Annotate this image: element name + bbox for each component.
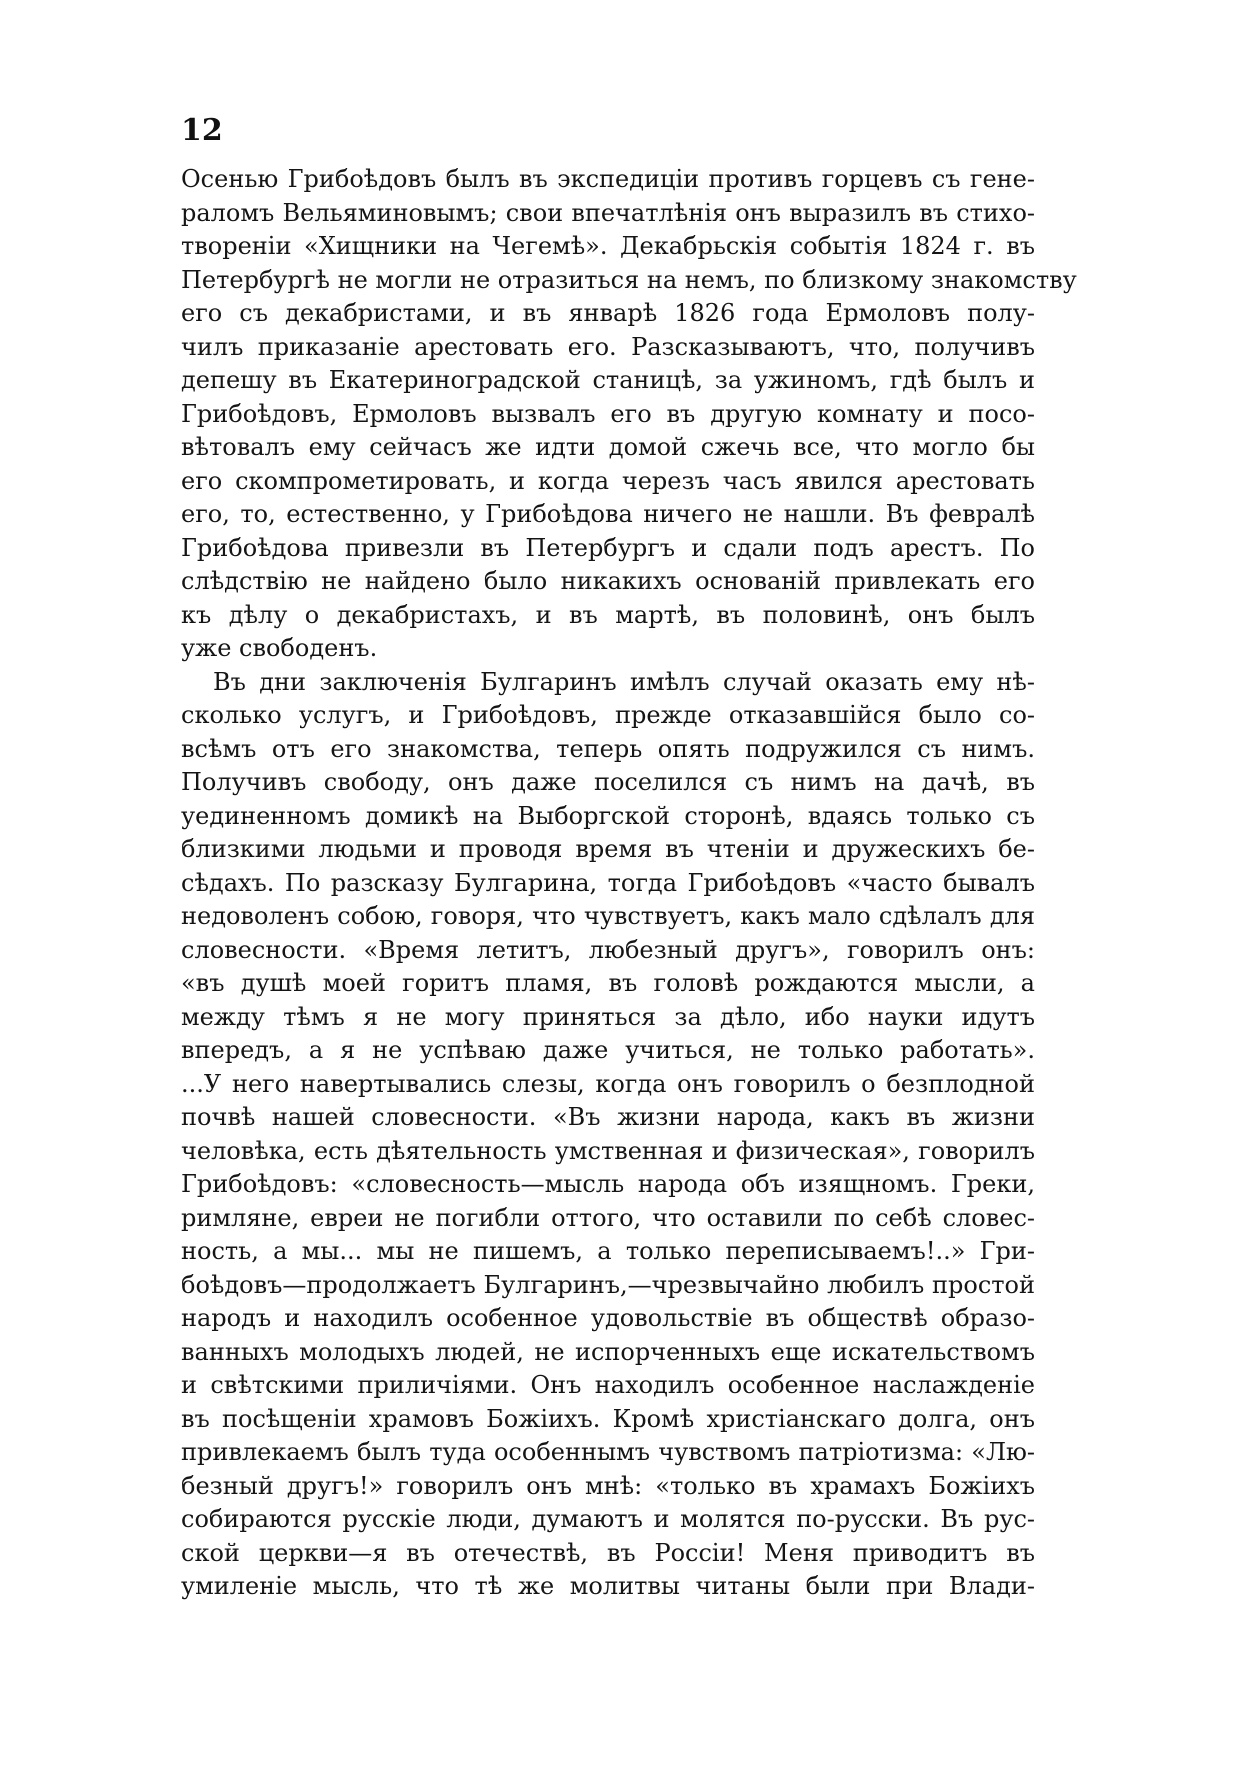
text-line: Грибоѣдова привезли въ Петербургъ и сдали подъ арестъ. По [181,533,1035,562]
text-line: Петербургѣ не могли не отразиться на немъ, по близкому знакомству [181,265,1077,294]
text-line: всѣмъ отъ его знакомства, теперь опять подружился съ нимъ. [181,734,1035,763]
text-line: привлекаемъ былъ туда особеннымъ чувствомъ патрiотизма: «Лю- [181,1438,1035,1466]
text-line: ...У него навертывались слезы, когда онъ говорилъ о безплодной [181,1069,1035,1098]
text-line: депешу въ Екатериноградской станицѣ, за ужиномъ, гдѣ былъ и [181,366,1035,394]
text-line: Осенью Грибоѣдовъ былъ въ экспедицiи противъ горцевъ съ гене- [181,165,1035,193]
text-line: уже свободенъ. [181,634,378,662]
text-line: Грибоѣдовъ, Ермоловъ вызвалъ его въ другую комнату и посо- [181,399,1035,428]
text-line: Получивъ свободу, онъ даже поселился съ нимъ на дачѣ, въ [181,768,1035,796]
text-line: Грибоѣдовъ: «словесность—мысль народа объ изящномъ. Греки, [181,1170,1035,1198]
text-line: сколько услугъ, и Грибоѣдовъ, прежде отказавшiйся было со- [181,701,1035,729]
text-line: уединенномъ домикѣ на Выборгской сторонѣ, вдаясь только съ [181,801,1035,830]
text-line: «въ душѣ моей горитъ пламя, въ головѣ рождаются мысли, а [181,969,1035,997]
text-line: вѣтовалъ ему сейчасъ же идти домой сжечь все, что могло бы [181,433,1035,461]
text-line: Въ дни заключенiя Булгаринъ имѣлъ случай оказать ему нѣ- [213,667,1035,696]
text-line: ванныхъ молодыхъ людей, не испорченныхъ еще искательствомъ [181,1337,1035,1366]
page-number: 12 [181,113,223,148]
paragraph-2 [181,666,1035,1604]
text-line: боѣдовъ—продолжаетъ Булгаринъ,—чрезвычайно любилъ простой [181,1270,1035,1299]
text-line: безный другъ!» говорилъ онъ мнѣ: «только въ храмахъ Божiихъ [181,1471,1035,1500]
text-line: умиленiе мысль, что тѣ же молитвы читаны были при Влади- [181,1572,1035,1600]
text-line: близкими людьми и проводя время въ чтенiи и дружескихъ бе- [181,835,1035,863]
text-line: впередъ, а я не успѣваю даже учиться, не только работать». [181,1036,1035,1064]
text-line: римляне, евреи не погибли оттого, что оставили по себѣ словес- [181,1203,1035,1232]
text-line: слѣдствiю не найдено было никакихъ основанiй привлекать его [181,567,1035,595]
text-line: собираются русскiе люди, думаютъ и молятся по-русски. Въ рус- [181,1505,1035,1533]
text-line: человѣка, есть дѣятельность умственная и физическая», говорилъ [181,1136,1035,1165]
text-line: между тѣмъ я не могу приняться за дѣло, ибо науки идутъ [181,1002,1035,1031]
text-line: чилъ приказанiе арестовать его. Разсказываютъ, что, получивъ [181,332,1035,361]
text-line: недоволенъ собою, говоря, что чувствуетъ, какъ мало сдѣлалъ для [181,902,1035,930]
text-line: и свѣтскими приличiями. Онъ находилъ особенное наслажденiе [181,1371,1035,1399]
text-line: почвѣ нашей словесности. «Въ жизни народа, какъ въ жизни [181,1103,1035,1131]
text-line: ность, а мы... мы не пишемъ, а только переписываемъ!..» Гри- [181,1237,1035,1265]
text-line: въ посѣщенiи храмовъ Божiихъ. Кромѣ христiанскаго долга, онъ [181,1404,1035,1433]
body-text [181,163,1077,1604]
text-line: народъ и находилъ особенное удовольствiе въ обществѣ образо- [181,1304,1035,1332]
text-line: творенiи «Хищники на Чегемѣ». Декабрьскiя событiя 1824 г. въ [181,232,1035,260]
text-line: къ дѣлу о декабристахъ, и въ мартѣ, въ половинѣ, онъ былъ [181,600,1035,629]
text-line: словесности. «Время летитъ, любезный другъ», говорилъ онъ: [181,935,1035,964]
text-line: его съ декабристами, и въ январѣ 1826 года Ермоловъ полу- [181,299,1035,327]
paragraph-1 [181,163,1077,666]
text-line: ской церкви—я въ отечествѣ, въ Россiи! Меня приводитъ въ [181,1538,1035,1567]
text-line: раломъ Вельяминовымъ; свои впечатлѣнiя онъ выразилъ въ стихо- [181,198,1035,227]
text-line: сѣдахъ. По разсказу Булгарина, тогда Грибоѣдовъ «часто бывалъ [181,868,1035,897]
text-line: его, то, естественно, у Грибоѣдова ничего не нашли. Въ февралѣ [181,500,1035,528]
text-line: его скомпрометировать, и когда черезъ часъ явился арестовать [181,466,1035,495]
